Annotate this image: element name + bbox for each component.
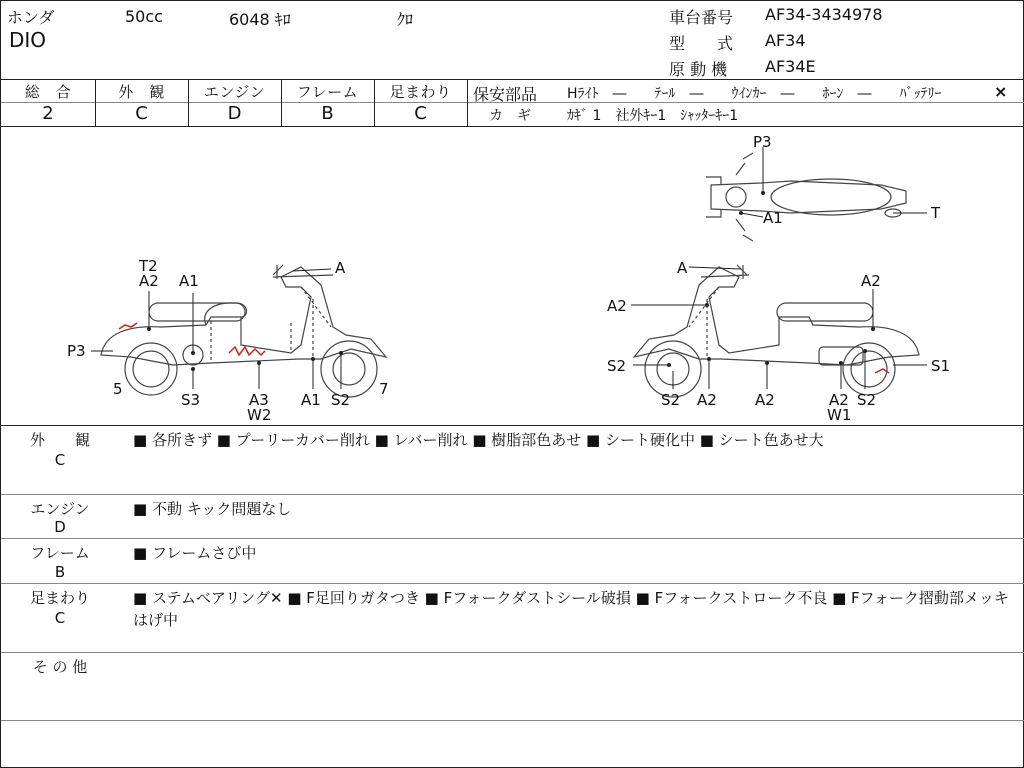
note-exterior-category: 外 観 <box>29 431 90 449</box>
engine-label: 原 動 機 <box>669 60 728 79</box>
label-a2-bottom-2: A2 <box>755 391 775 409</box>
label-w2: W2 <box>247 406 272 424</box>
grade-frame-label: フレーム <box>296 83 359 101</box>
label-a2-right-top: A2 <box>861 272 881 290</box>
note-suspension-grade: C <box>54 609 66 627</box>
note-frame-text: ■ フレームさび中 <box>133 544 257 562</box>
label-a1: A1 <box>179 272 199 290</box>
note-suspension-category: 足まわり <box>29 589 90 607</box>
label-a1-top: A1 <box>763 209 783 227</box>
type-value: AF34 <box>765 31 806 50</box>
label-a3: A3 <box>249 391 269 409</box>
label-p3: P3 <box>67 342 86 360</box>
label-s1: S1 <box>931 357 951 375</box>
frame-no-value: AF34-3434978 <box>765 5 883 24</box>
note-other-category: そ の 他 <box>32 658 88 676</box>
label-w1: W1 <box>827 406 852 424</box>
grade-frame-value: B <box>321 103 334 124</box>
safety-items: Hﾗｲﾄ ― ﾃｰﾙ ― ｳｲﾝｶｰ ― ﾎｰﾝ ― ﾊﾞｯﾃﾘｰ <box>567 86 942 102</box>
note-suspension-text: ■ ステムベアリング✕ ■ F足回りガタつき ■ Fフォークダストシール破損 ■ Fフォークストローク不良 ■ Fフォーク摺動部メッキはげ中 <box>133 589 1009 629</box>
safety-label: 保安部品 <box>473 85 538 104</box>
frame-no-label: 車台番号 <box>669 8 734 27</box>
grade-overall-label: 総 合 <box>24 83 72 101</box>
engine-value: AF34E <box>765 57 816 76</box>
label-a2: A2 <box>139 272 159 290</box>
grade-engine-value: D <box>227 103 242 124</box>
model-name: DIO <box>9 28 47 52</box>
label-a1-lower: A1 <box>301 391 321 409</box>
note-frame-grade: B <box>54 563 66 581</box>
grade-exterior-label: 外 観 <box>118 83 165 101</box>
note-engine-text: ■ 不動 キック問題なし <box>133 500 292 518</box>
mileage: 6048 ｷﾛ <box>229 10 291 29</box>
label-a2-right-left: A2 <box>607 297 627 315</box>
note-engine-category: エンジン <box>30 500 90 518</box>
key-label: カ ギ <box>489 108 531 124</box>
grade-suspension-value: C <box>414 103 427 124</box>
label-5: 5 <box>113 380 123 398</box>
label-a-right: A <box>677 259 688 277</box>
label-a2-bottom-3: A2 <box>829 391 849 409</box>
note-exterior-text: ■ 各所きず ■ プーリーカバー削れ ■ レバー削れ ■ 樹脂部色あせ ■ シート硬化中 ■ シート色あせ大 <box>133 431 824 449</box>
label-t2: T2 <box>139 257 158 275</box>
note-engine-grade: D <box>54 518 66 536</box>
battery-mark: × <box>994 82 1008 101</box>
note-frame-category: フレーム <box>30 544 90 562</box>
label-a2-bottom-1: A2 <box>697 391 717 409</box>
grade-suspension-label: 足まわり <box>389 83 452 101</box>
type-label: 型 式 <box>669 34 734 53</box>
label-p3-top: P3 <box>753 133 772 151</box>
label-a: A <box>335 259 346 277</box>
label-t-top: T <box>931 204 941 222</box>
top-view <box>706 153 906 241</box>
label-s2: S2 <box>331 391 351 409</box>
maker: ホンダ <box>7 8 55 27</box>
displacement: 50cc <box>125 7 163 26</box>
label-s2-right-bottom-2: S2 <box>857 391 877 409</box>
label-7: 7 <box>379 380 389 398</box>
note-exterior-grade: C <box>54 451 66 469</box>
label-s2-right-left: S2 <box>607 357 627 375</box>
grade-exterior-value: C <box>135 103 148 124</box>
label-s2-right-bottom: S2 <box>661 391 681 409</box>
key-items: ｶｷﾞ 1 社外ｷｰ1 ｼｬｯﾀｰｷｰ1 <box>567 108 739 124</box>
grade-overall-value: 2 <box>42 103 54 124</box>
color: ｸﾛ <box>397 10 414 29</box>
grade-engine-label: エンジン <box>203 83 266 101</box>
label-s3: S3 <box>181 391 201 409</box>
